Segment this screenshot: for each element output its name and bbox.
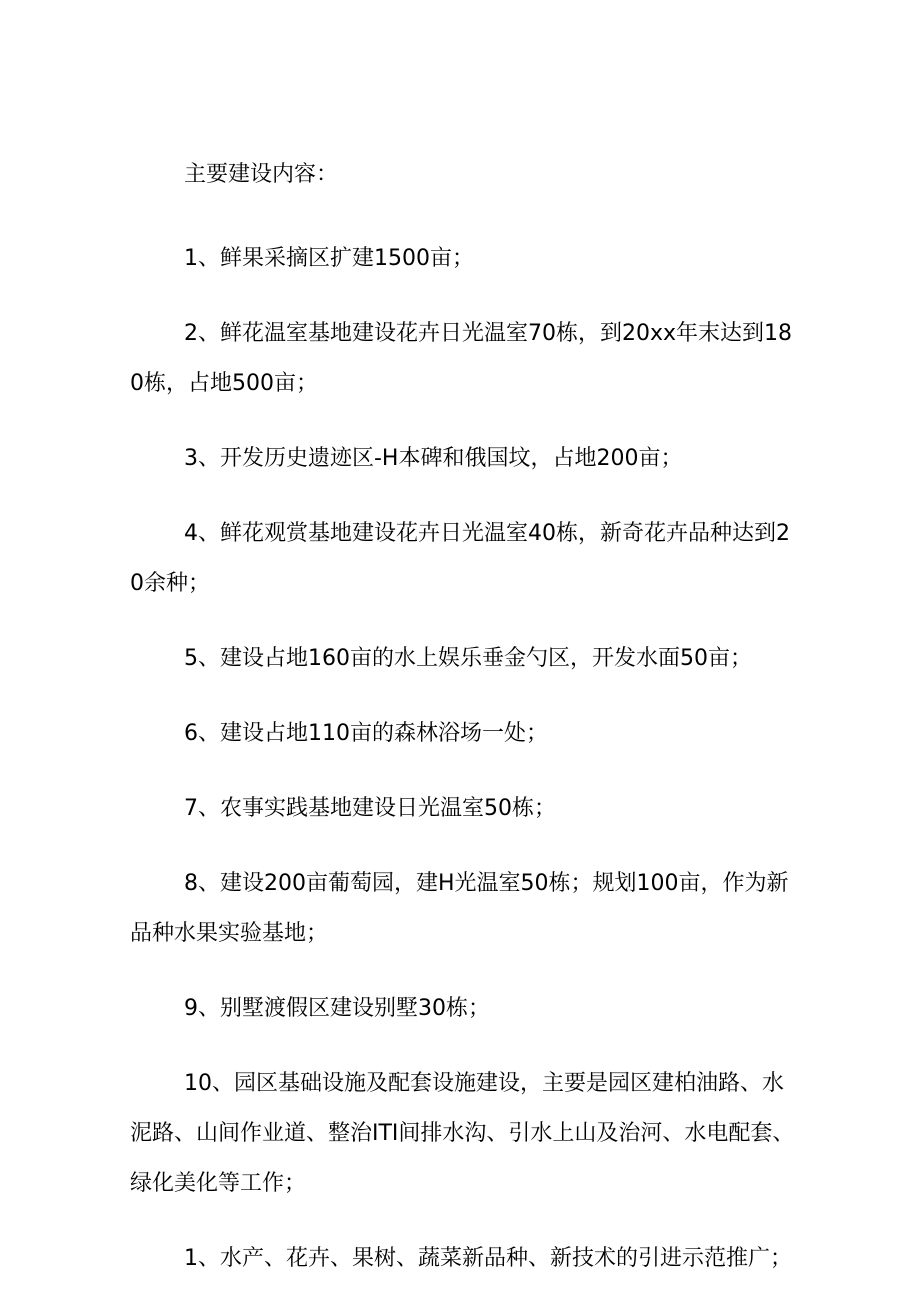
list-item-7: 7、农事实践基地建设日光温室50栋； bbox=[184, 796, 556, 821]
list-item-9: 9、别墅渡假区建设别墅30栋； bbox=[184, 996, 490, 1021]
list-item-1: 1、鲜果采摘区扩建1500亩； bbox=[184, 246, 474, 271]
section-heading: 主要建设内容： bbox=[184, 162, 339, 187]
list-item-2: 2、鲜花温室基地建设花卉日光温室70栋，到20xx年末达到180栋，占地500亩； bbox=[130, 321, 793, 396]
document-body bbox=[130, 150, 795, 1284]
list-item-11: 1、水产、花卉、果树、蔬菜新品种、新技术的引进示范推广； bbox=[184, 1246, 792, 1271]
list-item-8: 8、建设200亩葡萄园，建H光温室50栋；规划100亩，作为新品种水果实验基地； bbox=[130, 871, 789, 946]
list-item-6: 6、建设占地110亩的森林浴场一处； bbox=[184, 721, 548, 746]
list-item-10: 10、园区基础设施及配套设施建设，主要是园区建柏油路、水泥路、山间作业道、整治ITI间排水沟、引水上山及治河、水电配套、绿化美化等工作； bbox=[130, 1071, 795, 1196]
list-item-3: 3、开发历史遗迹区-H本碑和俄国坟，占地200亩； bbox=[184, 446, 683, 471]
list-item-4: 4、鲜花观赏基地建设花卉日光温室40栋，新奇花卉品种达到20余种； bbox=[130, 521, 790, 596]
list-item-5: 5、建设占地160亩的水上娱乐垂金勺区，开发水面50亩； bbox=[184, 646, 752, 671]
